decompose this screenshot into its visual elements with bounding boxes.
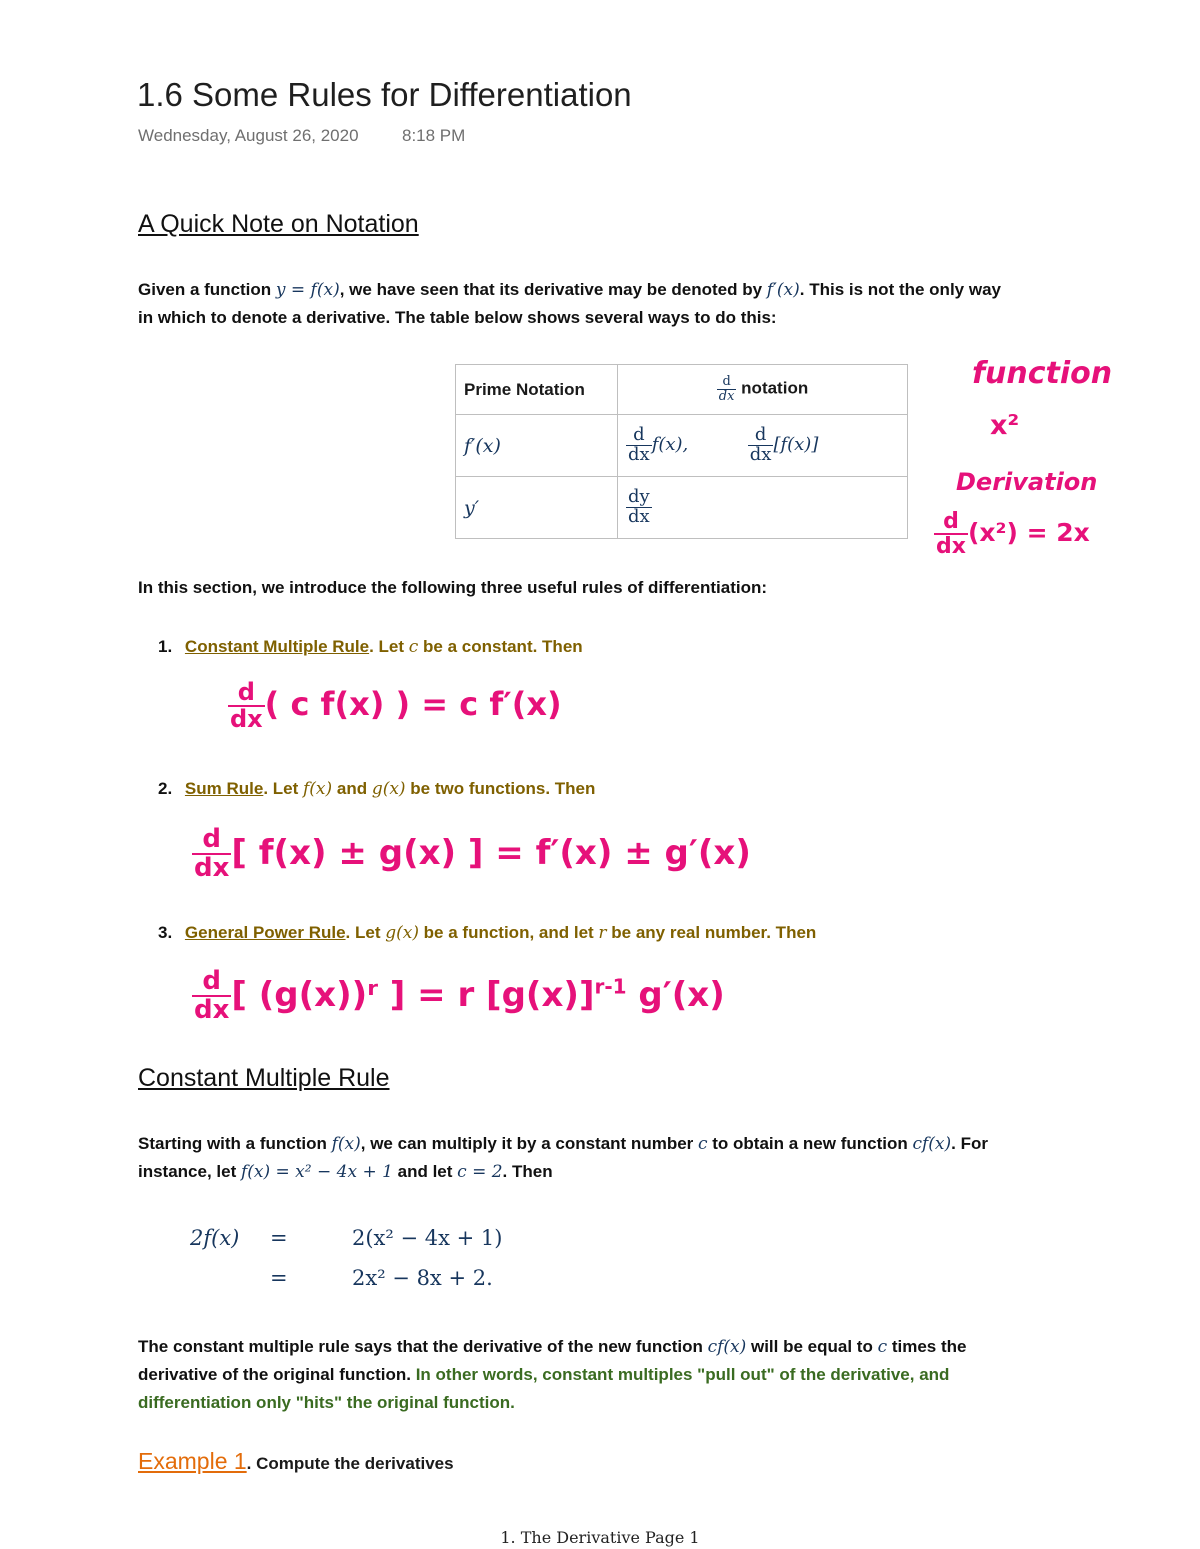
text-run: . Let bbox=[369, 637, 409, 656]
math-c-def: c = 2 bbox=[457, 1162, 503, 1182]
handwritten-tail: (x²) = 2x bbox=[967, 518, 1090, 548]
frac-den: dx bbox=[749, 444, 772, 465]
math-f-prime: f′(x) bbox=[766, 280, 800, 300]
math-y-prime: y′ bbox=[464, 496, 480, 519]
text-run: to obtain a new function bbox=[707, 1134, 913, 1153]
notation-paragraph bbox=[138, 276, 1188, 332]
math-var-r: r bbox=[598, 923, 607, 943]
d-dx-fraction bbox=[748, 426, 774, 465]
handwritten-d-dx bbox=[192, 826, 231, 883]
d-dx-fraction bbox=[717, 375, 737, 403]
frac-num: dy bbox=[628, 486, 650, 508]
constant-multiple-paragraph bbox=[138, 1130, 1188, 1186]
math-f-prime-cell: f′(x) bbox=[464, 434, 501, 457]
dy-dx-fraction bbox=[626, 488, 652, 527]
text-run: . Let bbox=[263, 779, 303, 798]
equation-equals-2: = bbox=[270, 1266, 288, 1290]
math-cfx: cf(x) bbox=[707, 1337, 747, 1357]
list-number: 1. bbox=[158, 637, 173, 656]
frac-den: dx bbox=[628, 444, 650, 465]
text-run: derivative of the original function. bbox=[138, 1365, 416, 1384]
text-run: . This is not the only way bbox=[799, 280, 1001, 299]
text-run: The constant multiple rule says that the derivative of the new function bbox=[138, 1337, 708, 1356]
table-cell-dy-dx bbox=[618, 477, 908, 539]
notation-table bbox=[455, 364, 908, 539]
handwritten-d-dx bbox=[934, 510, 968, 558]
text-run: Given a function bbox=[138, 280, 276, 299]
table-header-prime: Prime Notation bbox=[456, 365, 618, 415]
handwritten-derivation: Derivation bbox=[956, 468, 1098, 496]
rules-intro: In this section, we introduce the following three useful rules of differentiation: bbox=[138, 578, 768, 597]
section-heading-constant-multiple: Constant Multiple Rule bbox=[138, 1064, 390, 1092]
text-run: be two functions. Then bbox=[405, 779, 596, 798]
text-run: will be equal to bbox=[746, 1337, 878, 1356]
page-title: 1.6 Some Rules for Differentiation bbox=[137, 76, 632, 113]
handwritten-tail: [ f(x) ± g(x) ] = f′(x) ± g′(x) bbox=[231, 832, 751, 873]
handwritten-rule-2 bbox=[192, 826, 751, 883]
green-emphasis-text: differentiation only "hits" the original function. bbox=[138, 1393, 515, 1412]
page-date: Wednesday, August 26, 2020 bbox=[138, 126, 359, 145]
frac-num: d bbox=[626, 426, 652, 446]
text-run: and bbox=[332, 779, 372, 798]
math-fx-def: f(x) = x² − 4x + 1 bbox=[240, 1162, 393, 1182]
frac-num: d bbox=[192, 826, 231, 855]
handwritten-derivative-example bbox=[934, 510, 1090, 558]
header-notation-word: notation bbox=[741, 378, 809, 398]
handwritten-tail: [ (g(x))ʳ ] = r [g(x)] bbox=[231, 974, 595, 1015]
rule-explanation-paragraph bbox=[138, 1333, 1188, 1417]
equation-rhs-1: 2(x² − 4x + 1) bbox=[352, 1226, 503, 1250]
math-fx-tail: f(x), bbox=[651, 433, 689, 455]
list-number: 2. bbox=[158, 779, 173, 798]
section-heading-notation: A Quick Note on Notation bbox=[138, 210, 419, 238]
text-run: times the bbox=[887, 1337, 967, 1356]
math-y-equals-fx: y = f(x) bbox=[275, 280, 340, 300]
text-run: . Let bbox=[345, 923, 386, 942]
handwritten-function: function bbox=[972, 356, 1113, 391]
table-cell-leibniz-f bbox=[618, 415, 908, 477]
frac-num: d bbox=[228, 680, 265, 707]
rule-3-line bbox=[158, 919, 816, 947]
handwritten-d-dx bbox=[192, 968, 231, 1025]
handwritten-exponent: r-1 bbox=[594, 974, 627, 999]
math-var-gx: g(x) bbox=[385, 923, 419, 943]
handwritten-rule-3 bbox=[192, 968, 725, 1025]
math-bracket-fx-tail: [f(x)] bbox=[773, 433, 819, 455]
rule-1-line bbox=[158, 633, 583, 661]
text-run: be any real number. Then bbox=[606, 923, 817, 942]
d-dx-fraction bbox=[626, 426, 652, 465]
handwritten-end: g′(x) bbox=[626, 974, 725, 1015]
table-cell-f-prime bbox=[456, 415, 618, 477]
math-var-c: c bbox=[408, 637, 419, 657]
frac-den: dx bbox=[936, 534, 966, 560]
rule-3-name: General Power Rule bbox=[184, 923, 346, 942]
table-cell-y-prime bbox=[456, 477, 618, 539]
rule-1-name: Constant Multiple Rule bbox=[184, 637, 370, 656]
frac-num: d bbox=[192, 968, 231, 997]
math-c: c bbox=[698, 1134, 708, 1154]
frac-den: dx bbox=[194, 853, 230, 884]
frac-num: d bbox=[748, 426, 774, 446]
frac-den: dx bbox=[230, 705, 263, 734]
text-run: in which to denote a derivative. The table below shows several ways to do this: bbox=[138, 308, 777, 327]
text-run: instance, let bbox=[138, 1162, 241, 1181]
example-text: . Compute the derivatives bbox=[246, 1454, 454, 1473]
math-cfx: cf(x) bbox=[912, 1134, 952, 1154]
math-fx: f(x) bbox=[331, 1134, 361, 1154]
handwritten-d-dx bbox=[228, 680, 265, 732]
frac-den: dx bbox=[718, 389, 735, 404]
text-run: be a function, and let bbox=[418, 923, 599, 942]
equation-equals-1: = bbox=[270, 1226, 288, 1250]
frac-den: dx bbox=[628, 506, 650, 527]
text-run: be a constant. Then bbox=[418, 637, 583, 656]
frac-num: d bbox=[934, 510, 968, 535]
text-run: , we have seen that its derivative may be denoted by bbox=[339, 280, 767, 299]
equation-lhs: 2f(x) bbox=[190, 1226, 240, 1250]
text-run: Starting with a function bbox=[138, 1134, 332, 1153]
page-time: 8:18 PM bbox=[402, 126, 466, 145]
equation-rhs-2: 2x² − 8x + 2. bbox=[352, 1266, 493, 1290]
handwritten-tail: ( c f(x) ) = c f′(x) bbox=[264, 685, 562, 724]
page-footer: 1. The Derivative Page 1 bbox=[500, 1528, 700, 1547]
text-run: , we can multiply it by a constant number bbox=[360, 1134, 698, 1153]
rule-2-name: Sum Rule bbox=[184, 779, 264, 798]
handwritten-x-squared: x² bbox=[990, 410, 1020, 441]
text-run: . For bbox=[951, 1134, 988, 1153]
text-run: . Then bbox=[502, 1162, 553, 1181]
table-header-d-dx bbox=[618, 365, 908, 415]
example-line bbox=[138, 1448, 454, 1475]
math-var-gx: g(x) bbox=[371, 779, 406, 799]
list-number: 3. bbox=[158, 923, 173, 942]
text-run: and let bbox=[392, 1162, 458, 1181]
math-c: c bbox=[877, 1337, 888, 1357]
handwritten-rule-1 bbox=[228, 680, 562, 732]
green-emphasis-text: In other words, constant multiples "pull out" of the derivative, and bbox=[415, 1365, 950, 1384]
frac-num: d bbox=[717, 375, 737, 390]
math-var-fx: f(x) bbox=[303, 779, 333, 799]
rule-2-line bbox=[158, 775, 595, 803]
frac-den: dx bbox=[194, 995, 230, 1026]
example-label: Example 1 bbox=[138, 1448, 247, 1474]
